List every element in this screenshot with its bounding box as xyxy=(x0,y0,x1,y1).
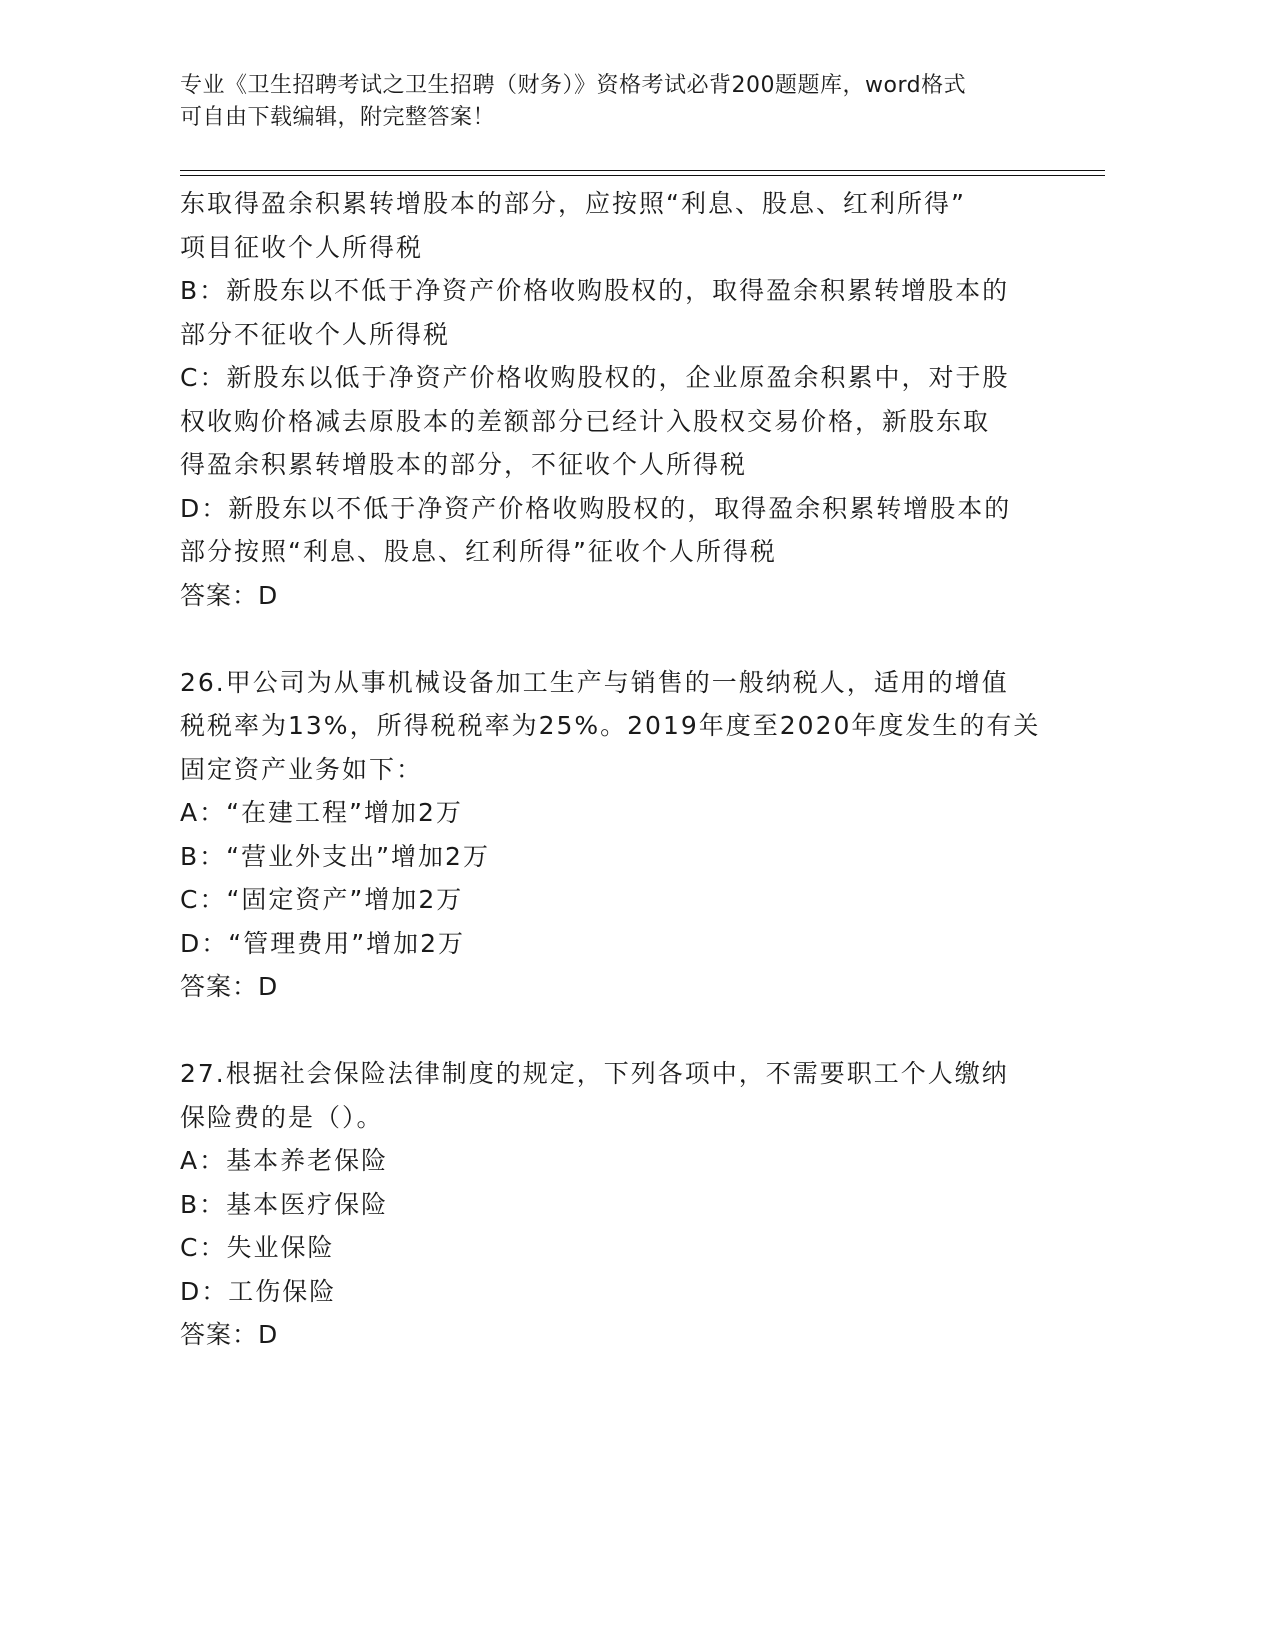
header-divider-top xyxy=(180,170,1105,171)
option-c-cont: 权收购价格减去原股本的差额部分已经计入股权交易价格，新股东取 xyxy=(180,406,991,436)
option-d-cont: 部分按照“利息、股息、红利所得”征收个人所得税 xyxy=(180,537,777,566)
option-a: A：基本养老保险 xyxy=(180,1146,389,1175)
question-27 xyxy=(180,1052,1060,1357)
answer-label: 答案：D xyxy=(180,580,279,610)
option-d: D：“管理费用”增加2万 xyxy=(180,928,466,958)
spacer xyxy=(180,1009,1060,1053)
question-stem-line: 固定资产业务如下： xyxy=(180,754,424,784)
option-b: B：基本医疗保险 xyxy=(180,1189,389,1219)
option-d: D：工伤保险 xyxy=(180,1276,337,1306)
question-stem-line: 27.根据社会保险法律制度的规定，下列各项中，不需要职工个人缴纳 xyxy=(180,1059,1009,1088)
question-stem-line: 26.甲公司为从事机械设备加工生产与销售的一般纳税人，适用的增值 xyxy=(180,667,1009,697)
header-divider-bottom xyxy=(180,175,1105,176)
option-c-cont: 得盈余积累转增股本的部分，不征收个人所得税 xyxy=(180,450,748,479)
header-line-2: 可自由下载编辑，附完整答案！ xyxy=(180,105,496,130)
question-text-line: 项目征收个人所得税 xyxy=(180,232,424,262)
document-body xyxy=(180,182,1060,1357)
option-c: C：“固定资产”增加2万 xyxy=(180,885,464,914)
option-b: B：新股东以不低于净资产价格收购股权的，取得盈余积累转增股本的 xyxy=(180,276,1010,305)
question-stem-line: 税税率为13%，所得税税率为25%。2019年度至2020年度发生的有关 xyxy=(180,711,1041,740)
question-26 xyxy=(180,661,1060,1009)
option-a: A：“在建工程”增加2万 xyxy=(180,798,463,827)
option-b: B：“营业外支出”增加2万 xyxy=(180,841,490,871)
document-header xyxy=(180,70,1060,134)
option-c: C：失业保险 xyxy=(180,1233,335,1262)
answer-label: 答案：D xyxy=(180,972,279,1001)
option-b-cont: 部分不征收个人所得税 xyxy=(180,319,451,349)
question-stem-line: 保险费的是（）。 xyxy=(180,1102,384,1132)
header-line-1: 专业《卫生招聘考试之卫生招聘（财务）》资格考试必背200题题库，word格式 xyxy=(180,73,967,98)
spacer xyxy=(180,617,1060,661)
option-d: D：新股东以不低于净资产价格收购股权的，取得盈余积累转增股本的 xyxy=(180,493,1012,523)
option-c: C：新股东以低于净资产价格收购股权的，企业原盈余积累中，对于股 xyxy=(180,363,1010,392)
question-text-line: 东取得盈余积累转增股本的部分，应按照“利息、股息、红利所得” xyxy=(180,189,966,218)
question-25-continuation xyxy=(180,182,1060,617)
answer-label: 答案：D xyxy=(180,1320,279,1349)
